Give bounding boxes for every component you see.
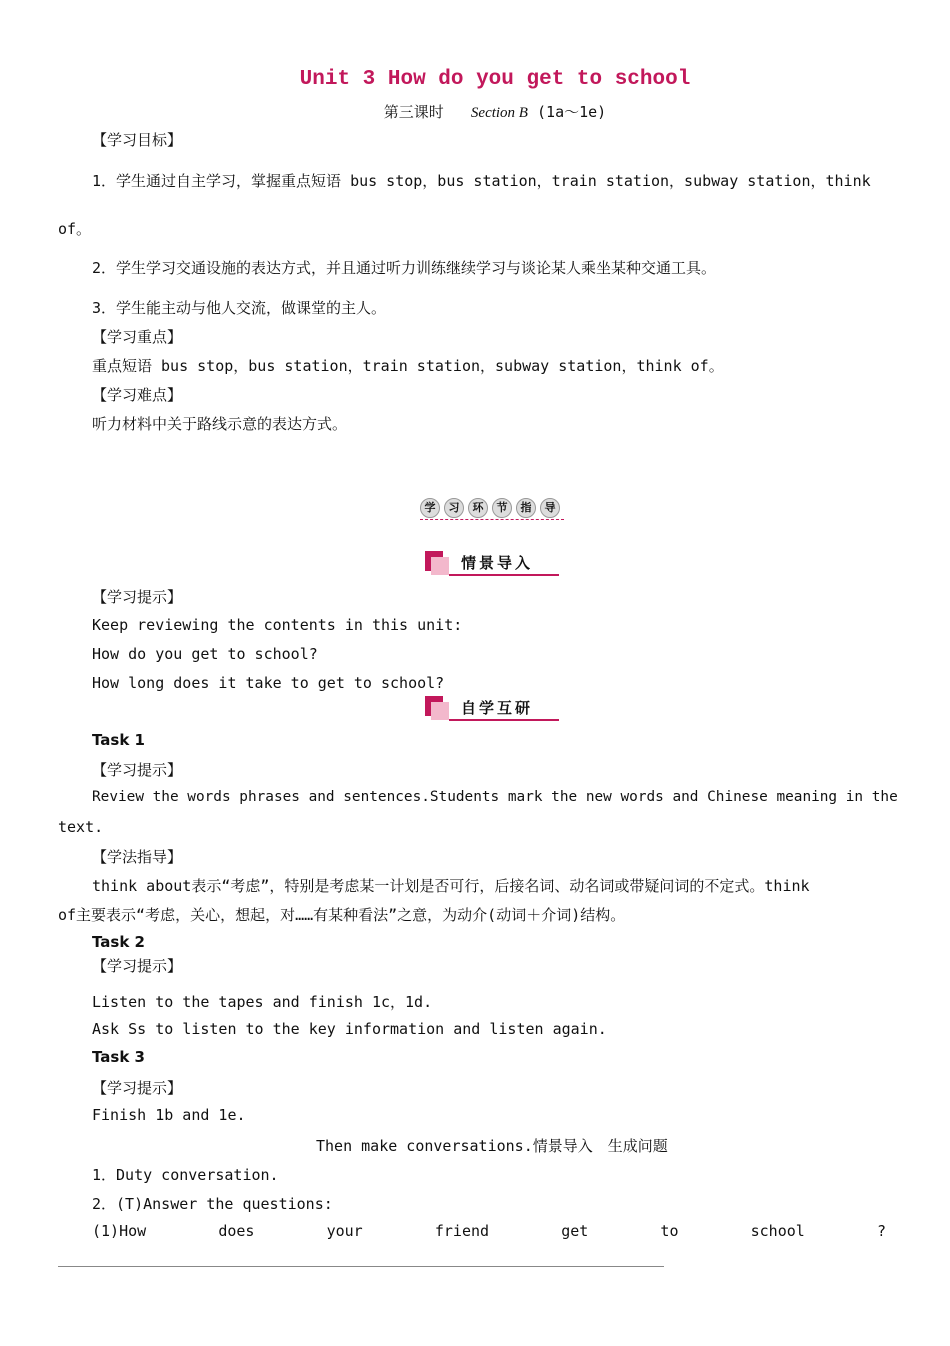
task3-tip-heading: 【学习提示】 (92, 1079, 183, 1097)
difficulties-heading: 【学习难点】 (92, 386, 183, 404)
question-word: to (660, 1222, 679, 1240)
task1-tip-heading: 【学习提示】 (92, 761, 183, 779)
task3-item-2: 2．(T)Answer the questions: (92, 1195, 333, 1213)
section1-line-2: How do you get to school? (92, 645, 318, 663)
banner-underline (420, 519, 564, 520)
objective-3: 3．学生能主动与他人交流，做课堂的主人。 (92, 299, 387, 317)
task3-line-1: Finish 1b and 1e. (92, 1106, 246, 1124)
guide-char: 导 (540, 498, 560, 518)
section-label: Section B (470, 105, 528, 121)
task1-method-heading: 【学法指导】 (92, 848, 183, 866)
task2-tip-heading: 【学习提示】 (92, 957, 183, 975)
task3-item-1: 1．Duty conversation. (92, 1166, 279, 1184)
objective-2: 2．学生学习交通设施的表达方式，并且通过听力训练继续学习与谈论某人乘坐某种交通工具。 (92, 259, 717, 277)
task2-line-1: Listen to the tapes and finish 1c，1d. (92, 993, 433, 1011)
task1-method-line-2: of主要表示“考虑，关心，想起，对……有某种看法”之意，为动介(动词＋介词)结构。 (58, 906, 626, 924)
answer-line (58, 1266, 664, 1267)
question-word: friend (434, 1222, 490, 1240)
task1-line-1: Review the words phrases and sentences.Students mark the new words and Chinese meaning in the (92, 789, 898, 805)
task2-title: Task 2 (92, 933, 145, 951)
question-1 (92, 1222, 886, 1240)
section1-line-1: Keep reviewing the contents in this unit: (92, 616, 463, 634)
key-points-text: 重点短语 bus stop，bus station，train station，subway station，think of。 (92, 357, 724, 375)
question-word: does (218, 1222, 255, 1240)
learning-guide-banner (420, 497, 564, 519)
guide-char: 习 (444, 498, 464, 518)
question-word: get (561, 1222, 589, 1240)
objectives-heading: 【学习目标】 (92, 131, 183, 149)
page-title: Unit 3 How do you get to school (299, 68, 691, 91)
task1-title: Task 1 (92, 731, 145, 749)
task1-method-line-1: think about表示“考虑”，特别是考虑某一计划是否可行，后接名词、动名词或带疑问词的不定式。think (92, 877, 810, 895)
task2-line-2: Ask Ss to listen to the key information and listen again. (92, 1020, 607, 1038)
task3-line-2: Then make conversations.情景导入 生成问题 (316, 1137, 668, 1155)
page-subtitle (0, 101, 950, 122)
banner-square-icon (431, 702, 449, 720)
guide-char: 节 (492, 498, 512, 518)
section1-tip-heading: 【学习提示】 (92, 588, 183, 606)
objective-1-line-1: 1．学生通过自主学习，掌握重点短语 bus stop，bus station，train station，subway station，think (92, 172, 871, 190)
banner-underline (449, 574, 559, 576)
question-word: (1)How (92, 1222, 147, 1240)
question-word: school (750, 1222, 805, 1240)
banner-square-icon (431, 557, 449, 575)
section-banner-label: 情景导入 (461, 554, 534, 572)
section-banner-self-study (425, 696, 559, 720)
section-banner-label: 自学互研 (461, 699, 534, 717)
objective-1-line-2: of。 (58, 220, 92, 238)
guide-char: 学 (420, 498, 440, 518)
question-word: ? (876, 1222, 886, 1240)
section1-line-3: How long does it take to get to school? (92, 674, 445, 692)
key-points-heading: 【学习重点】 (92, 328, 183, 346)
task3-title: Task 3 (92, 1048, 145, 1066)
question-word: your (326, 1222, 363, 1240)
difficulties-text: 听力材料中关于路线示意的表达方式。 (92, 415, 348, 433)
banner-underline (449, 719, 559, 721)
guide-char: 指 (516, 498, 536, 518)
lesson-label: 第三课时 (383, 103, 444, 121)
section-banner-intro (425, 551, 559, 575)
guide-char: 环 (468, 498, 488, 518)
section-range: (1a～1e) (537, 103, 607, 121)
task1-line-2: text. (58, 818, 104, 836)
